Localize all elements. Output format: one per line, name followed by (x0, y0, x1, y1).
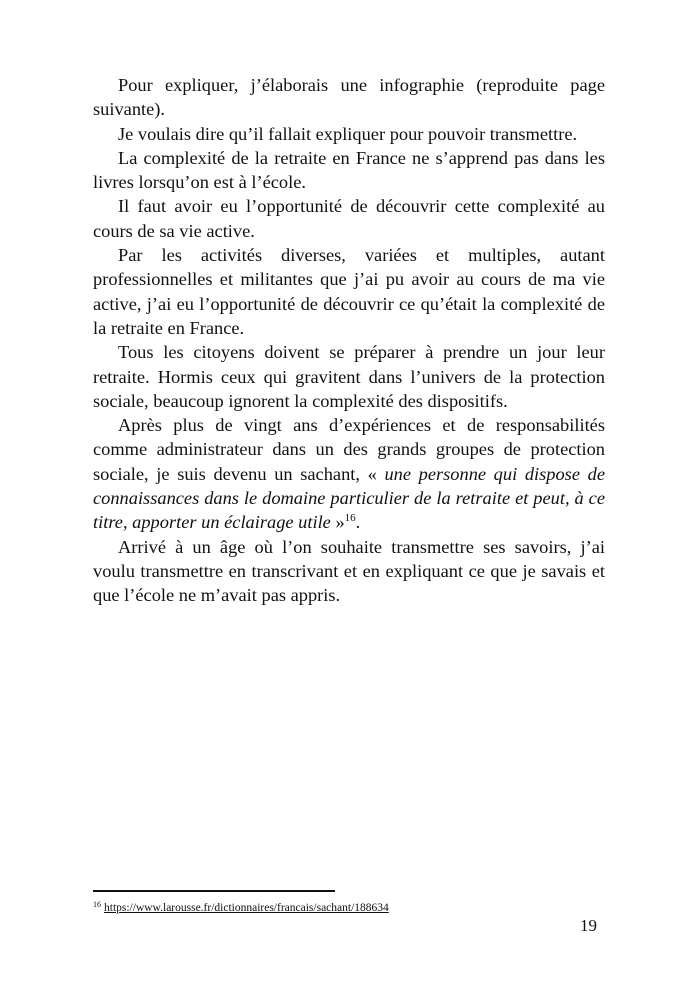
quote-close: » (330, 512, 345, 533)
footnote (93, 901, 389, 915)
footnote-reference[interactable]: 16 (344, 512, 356, 525)
paragraph-7 (93, 413, 605, 534)
dictionary-quote: une personne qui dispose de connaissances dans le domaine particulier de la retraite et peut, à ce titre, apporter un éclairage utile (93, 463, 605, 533)
paragraph-7-end: . (355, 512, 361, 533)
paragraph-8: Arrivé à un âge où l’on souhaite transmettre ses savoirs, j’ai voulu transmettre en transcrivant et en expliquant ce que je savais et que l’école ne m’avait pas appris. (93, 536, 605, 606)
page-number: 19 (580, 916, 597, 935)
footnote-number: 16 (93, 900, 101, 909)
paragraph-4: Il faut avoir eu l’opportunité de découvrir cette complexité au cours de sa vie active. (93, 196, 605, 241)
paragraph-1: Pour expliquer, j’élaborais une infographie (reproduite page suivante). (93, 75, 605, 120)
body-text (93, 73, 605, 608)
paragraph-2: Je voulais dire qu’il fallait expliquer pour pouvoir transmettre. (118, 123, 578, 144)
footnote-link[interactable]: https://www.larousse.fr/dictionnaires/francais/sachant/188634 (104, 902, 389, 914)
footnote-divider (93, 890, 335, 892)
paragraph-6: Tous les citoyens doivent se préparer à prendre un jour leur retraite. Hormis ceux qui gravitent dans l’univers de la protection sociale, beaucoup ignorent la complexité des dispositifs. (93, 342, 605, 411)
paragraph-5: Par les activités diverses, variées et multiples, autant professionnelles et militantes que j’ai pu avoir au cours de ma vie active, j’ai eu l’opportunité de découvrir ce qu’était la complexité de la retraite en France. (93, 245, 605, 338)
paragraph-7-intro: Après plus de vingt ans d’expériences et de responsabilités comme administrateur dans un des grands groupes de protection sociale, je suis devenu un sachant, « (93, 415, 605, 484)
paragraph-3: La complexité de la retraite en France ne s’apprend pas dans les livres lorsqu’on est à l’école. (93, 147, 605, 193)
